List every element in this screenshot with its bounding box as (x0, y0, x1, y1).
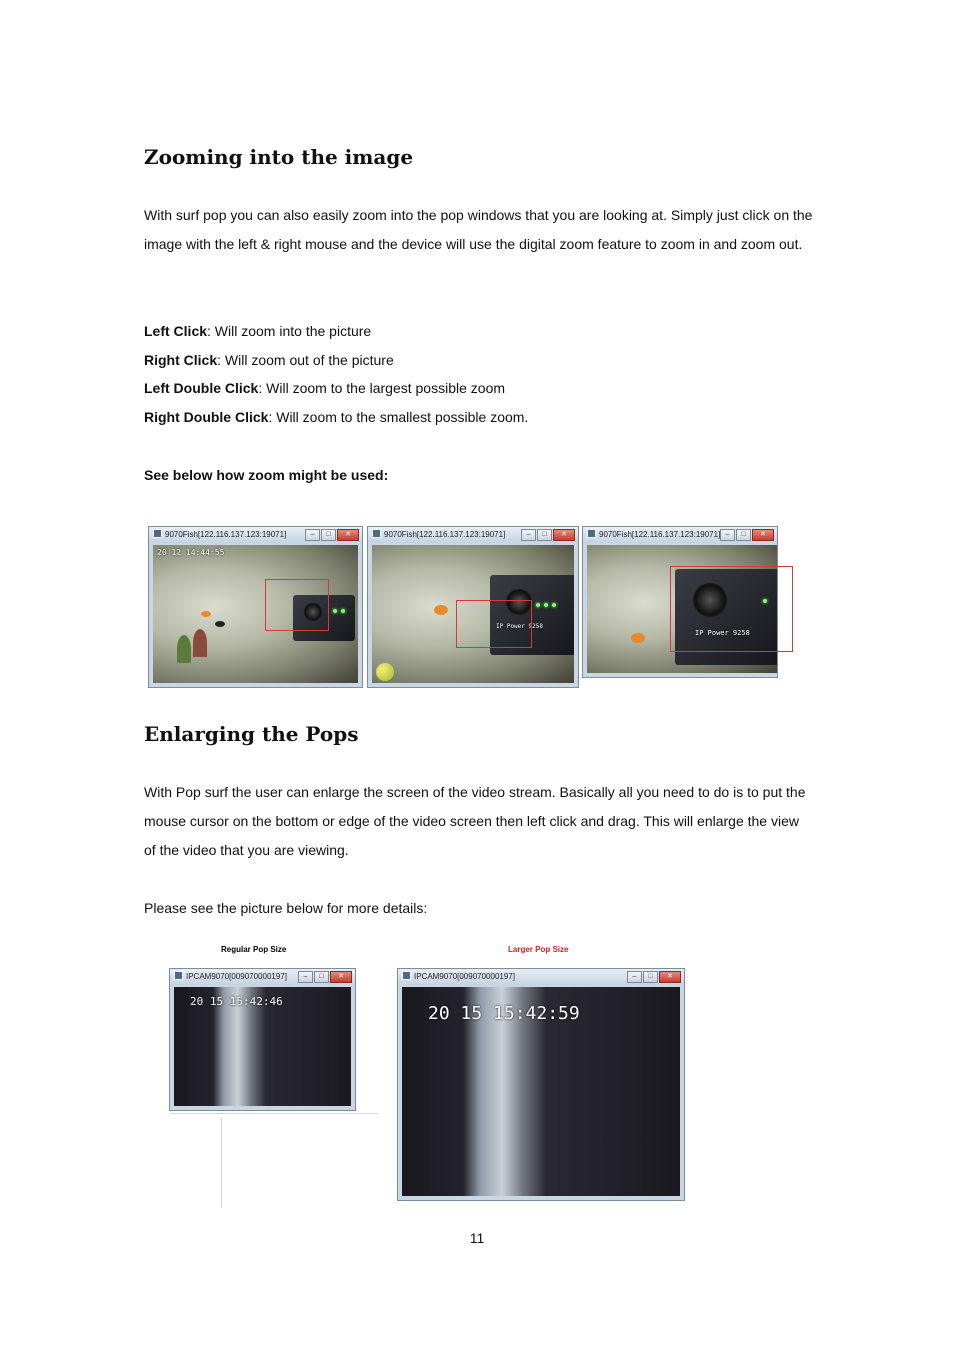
video-stream[interactable] (372, 545, 574, 683)
status-led (552, 603, 556, 607)
window-title: 9070Fish[122.116.137.123:19071] (384, 530, 506, 539)
window-frame (402, 987, 424, 1196)
action-right-click (144, 352, 394, 368)
zoom-window-1[interactable] (148, 526, 363, 688)
window-title: IPCAM9070[009070000197] (186, 972, 287, 981)
status-led (536, 603, 540, 607)
zoom-region-box (670, 566, 793, 652)
window-titlebar[interactable] (170, 969, 355, 985)
action-right-double-click (144, 409, 528, 425)
maximize-icon[interactable]: □ (643, 971, 658, 983)
video-timestamp: 20 12 14:44:55 (157, 548, 225, 557)
app-icon (372, 529, 381, 538)
close-icon[interactable]: ✕ (659, 971, 681, 983)
maximize-icon[interactable]: □ (537, 529, 552, 541)
zoom-section-title: Zooming into the image (144, 145, 414, 169)
zoom-region-box (456, 600, 532, 648)
minimize-icon[interactable]: – (305, 529, 320, 541)
window-title: IPCAM9070[009070000197] (414, 972, 515, 981)
fish (434, 605, 448, 615)
window-titlebar[interactable] (583, 527, 777, 543)
zoom-window-2[interactable] (367, 526, 579, 688)
minimize-icon[interactable]: – (627, 971, 642, 983)
action-label: Right Click (144, 352, 218, 368)
close-icon[interactable]: ✕ (752, 529, 774, 541)
window-titlebar[interactable] (368, 527, 578, 543)
action-label: Left Double Click (144, 380, 259, 396)
action-label: Right Double Click (144, 409, 269, 425)
video-stream[interactable] (402, 987, 680, 1196)
window-titlebar[interactable] (398, 969, 684, 985)
zoom-intro-paragraph: With surf pop you can also easily zoom into the pop windows that you are looking at. Simply just click on the image with the left & right mouse and the device will use the digital zoom feature to zoom in and zoom out. (144, 207, 813, 252)
close-icon[interactable]: ✕ (553, 529, 575, 541)
maximize-icon[interactable]: □ (736, 529, 751, 541)
details-label: Please see the picture below for more details: (144, 900, 428, 916)
action-label: Left Click (144, 323, 208, 339)
action-left-click (144, 323, 371, 339)
aquarium-plant (193, 629, 207, 657)
fish (201, 611, 211, 617)
fish (215, 621, 225, 627)
action-desc: : Will zoom to the largest possible zoom (258, 380, 506, 396)
minimize-icon[interactable]: – (298, 971, 313, 983)
aquarium-plant (177, 635, 191, 663)
action-desc: : Will zoom to the smallest possible zoom. (268, 409, 529, 425)
window-frame (174, 987, 188, 1106)
maximize-icon[interactable]: □ (314, 971, 329, 983)
larger-size-caption: Larger Pop Size (508, 945, 569, 954)
enlarge-section-title: Enlarging the Pops (144, 722, 359, 746)
minimize-icon[interactable]: – (720, 529, 735, 541)
window-title: 9070Fish[122.116.137.123:19071] (599, 530, 721, 539)
minimize-icon[interactable]: – (521, 529, 536, 541)
aquarium-ball (376, 663, 394, 681)
regular-pop-window[interactable] (169, 968, 356, 1111)
device-label: IP Power 9258 (496, 623, 543, 630)
enlarge-intro-paragraph: With Pop surf the user can enlarge the screen of the video stream. Basically all you need to do is to put the mouse cursor on the bottom or edge of the video screen then left click and drag. This will enlarge the view of the video that you are viewing. (144, 784, 806, 858)
window-titlebar[interactable] (149, 527, 362, 543)
app-icon (153, 529, 162, 538)
device-label: IP Power 9258 (695, 629, 750, 637)
see-below-label: See below how zoom might be used: (144, 467, 389, 483)
app-icon (174, 971, 183, 980)
action-desc: : Will zoom out of the picture (217, 352, 394, 368)
zoom-region-box (265, 579, 329, 631)
action-left-double-click (144, 380, 505, 396)
video-stream[interactable] (153, 545, 358, 683)
app-icon (402, 971, 411, 980)
divider-line (221, 1118, 222, 1208)
divider-line (170, 1113, 378, 1114)
regular-size-caption: Regular Pop Size (221, 945, 287, 954)
maximize-icon[interactable]: □ (321, 529, 336, 541)
status-led (544, 603, 548, 607)
action-desc: : Will zoom into the picture (207, 323, 372, 339)
window-title: 9070Fish[122.116.137.123:19071] (165, 530, 287, 539)
app-icon (587, 529, 596, 538)
video-timestamp: 20 15 15:42:46 (190, 995, 283, 1008)
close-icon[interactable]: ✕ (330, 971, 352, 983)
status-led (341, 609, 345, 613)
larger-pop-window[interactable] (397, 968, 685, 1201)
page-number: 11 (469, 1230, 485, 1246)
video-timestamp: 20 15 15:42:59 (428, 1003, 580, 1024)
status-led (333, 609, 337, 613)
close-icon[interactable]: ✕ (337, 529, 359, 541)
fish (631, 633, 645, 643)
video-stream[interactable] (174, 987, 351, 1106)
